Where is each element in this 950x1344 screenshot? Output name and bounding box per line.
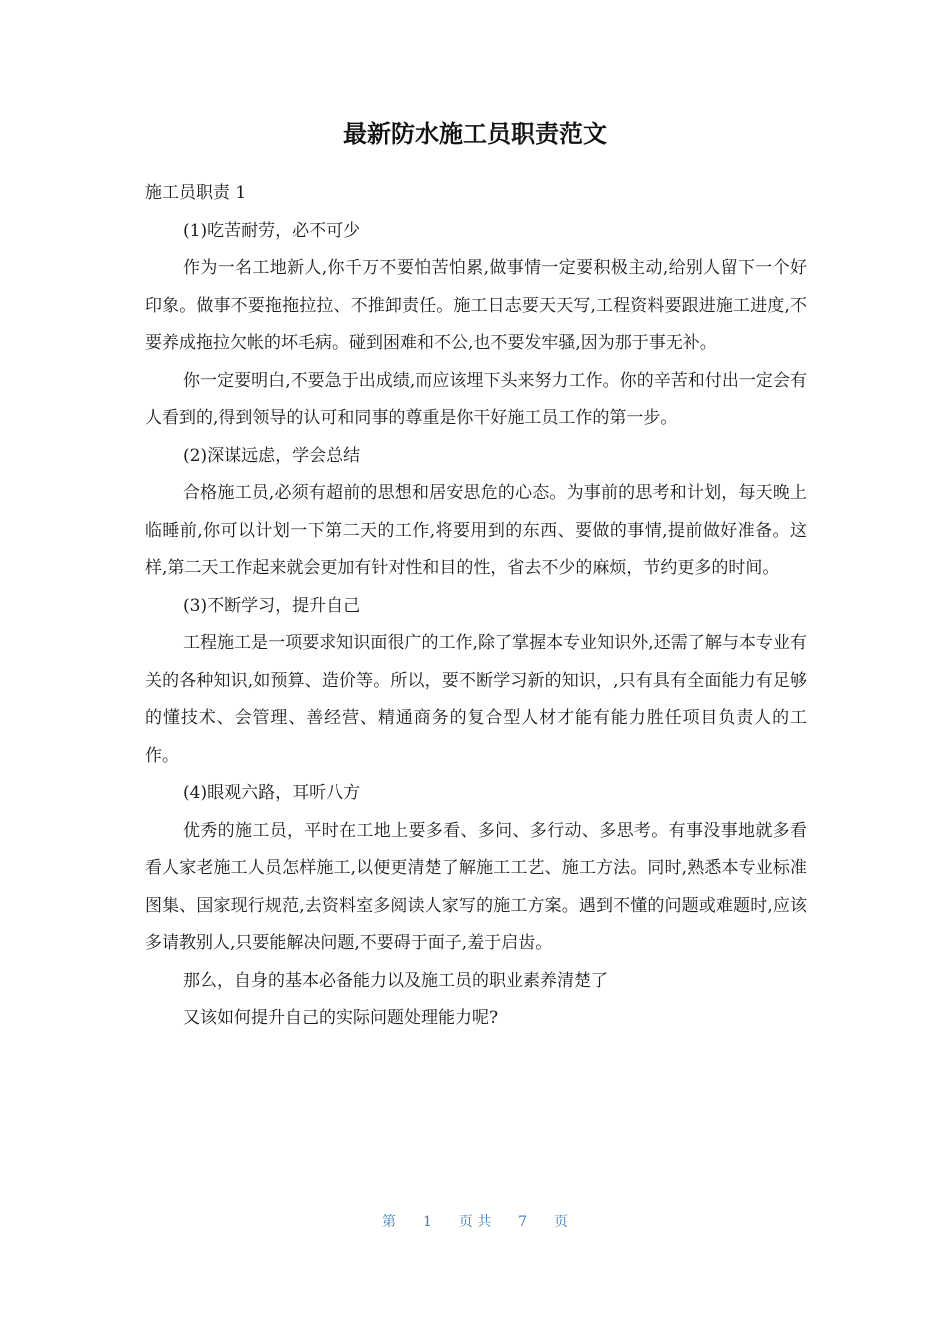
- section-heading: 施工员职责 1: [145, 183, 247, 203]
- page-label-suffix: 页: [553, 1214, 568, 1230]
- paragraph: 又该如何提升自己的实际问题处理能力呢?: [183, 1008, 499, 1028]
- document-title: 最新防水施工员职责范文: [343, 120, 607, 148]
- subheading-2: (2)深谋远虑，学会总结: [183, 445, 361, 466]
- page-label-prefix: 第: [382, 1214, 397, 1230]
- paragraph: 工程施工是一项要求知识面很广的工作,除了掌握本专业知识外,还需了解与本专业有关的各种知识,如预算、造价等。所以，要不断学习新的知识，,只有具有全面能力有足够的懂技术、会管理、善经营、精通商务的复合型人材才能有能力胜任项目负责人的工作。: [145, 633, 807, 766]
- paragraph: 作为一名工地新人,你千万不要怕苦怕累,做事情一定要积极主动,给别人留下一个好印象。做事不要拖拖拉拉、不推卸责任。施工日志要天天写,工程资料要跟进施工进度,不要养成拖拉欠帐的坏毛病。碰到困难和不公,也不要发牢骚,因为那于事无补。: [145, 258, 807, 353]
- total-page-count: 7: [518, 1214, 528, 1230]
- document-body: [145, 175, 807, 1038]
- current-page-number: 1: [422, 1214, 432, 1230]
- page-footer: [0, 1212, 950, 1232]
- paragraph: 你一定要明白,不要急于出成绩,而应该埋下头来努力工作。你的辛苦和付出一定会有人看到的,得到领导的认可和同事的尊重是你干好施工员工作的第一步。: [145, 370, 807, 428]
- subheading-1: (1)吃苦耐劳，必不可少: [183, 220, 361, 241]
- page-label-middle: 页 共: [458, 1214, 492, 1230]
- paragraph: 优秀的施工员，平时在工地上要多看、多问、多行动、多思考。有事没事地就多看看人家老施工人员怎样施工,以便更清楚了解施工工艺、施工方法。同时,熟悉本专业标准图集、国家现行规范,去资料室多阅读人家写的施工方案。遇到不懂的问题或难题时,应该多请教别人,只要能解决问题,不要碍于面子,羞于启齿。: [145, 820, 807, 953]
- paragraph: 合格施工员,必须有超前的思想和居安思危的心态。为事前的思考和计划，每天晚上临睡前,你可以计划一下第二天的工作,将要用到的东西、要做的事情,提前做好准备。这样,第二天工作起来就会更加有针对性和目的性，省去不少的麻烦，节约更多的时间。: [145, 483, 807, 578]
- subheading-4: (4)眼观六路，耳听八方: [183, 783, 361, 803]
- subheading-3: (3)不断学习，提升自己: [183, 595, 361, 616]
- paragraph: 那么，自身的基本必备能力以及施工员的职业素养清楚了: [183, 970, 608, 991]
